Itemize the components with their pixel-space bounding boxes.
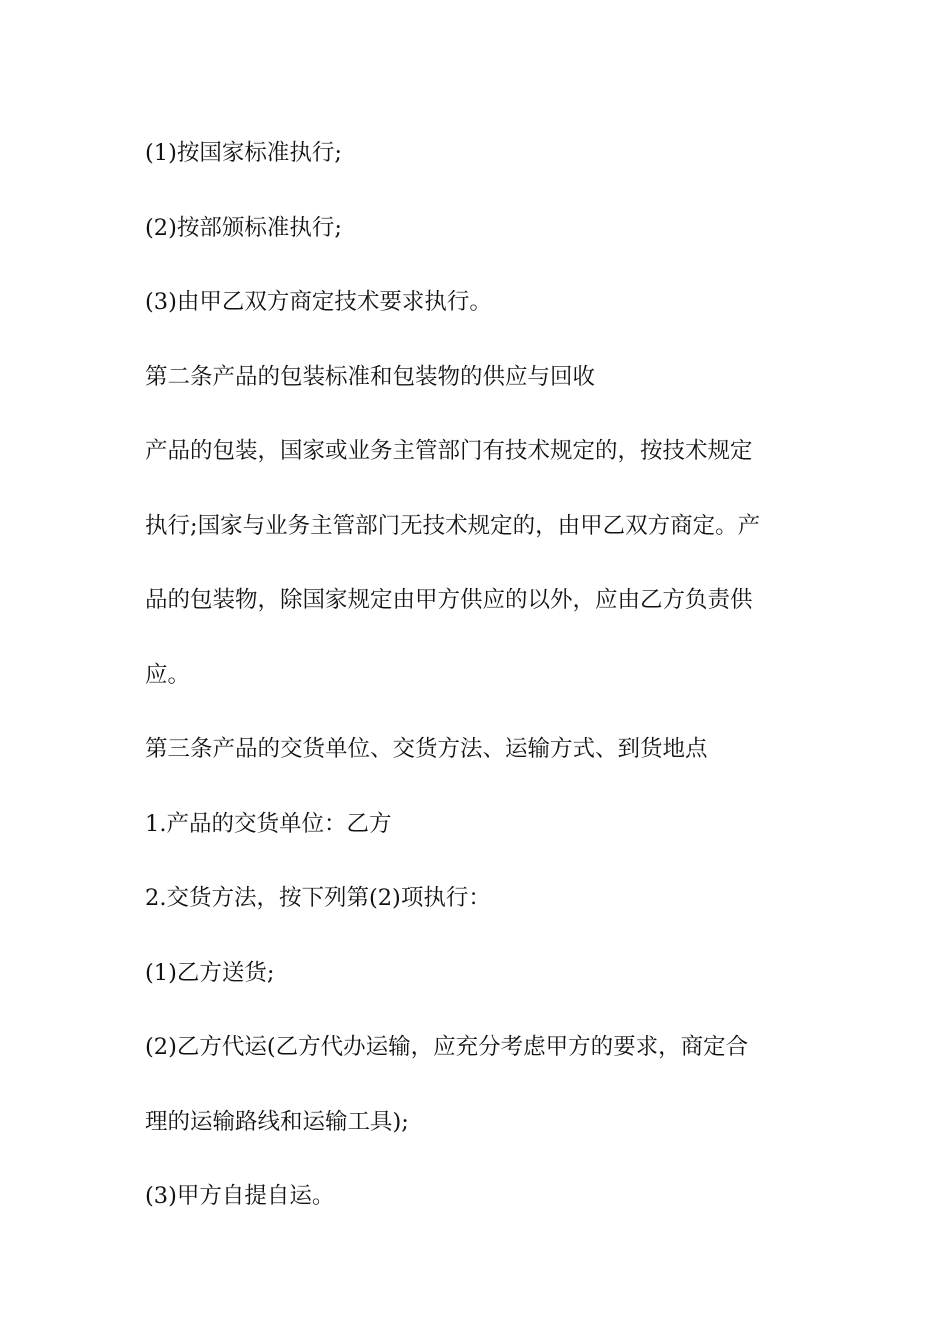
delivery-option-2-line-1: (2)乙方代运(乙方代办运输，应充分考虑甲方的要求，商定合 [145,1034,749,1060]
article-2-title: 第二条产品的包装标准和包装物的供应与回收 [145,363,596,390]
standard-option-2: (2)按部颁标准执行; [145,214,342,241]
standard-option-3: (3)由甲乙双方商定技术要求执行。 [145,289,492,315]
packaging-line-3: 品的包装物，除国家规定由甲方供应的以外，应由乙方负责供 [145,587,753,613]
delivery-unit-item: 1.产品的交货单位：乙方 [145,810,392,837]
delivery-option-3: (3)甲方自提自运。 [145,1183,335,1209]
standard-option-1: (1)按国家标准执行; [145,140,342,166]
packaging-line-2: 执行;国家与业务主管部门无技术规定的，由甲乙双方商定。产 [145,512,761,539]
packaging-paragraph [145,422,810,704]
delivery-method-item: 2.交货方法，按下列第(2)项执行： [145,885,491,911]
delivery-option-1: (1)乙方送货; [145,959,275,986]
delivery-option-2-line-2: 理的运输路线和运输工具); [145,1108,409,1135]
packaging-line-4: 应。 [145,661,191,688]
document-body [145,124,810,1225]
packaging-line-1: 产品的包装，国家或业务主管部门有技术规定的，按技术规定 [145,438,753,464]
article-3-title: 第三条产品的交货单位、交货方法、运输方式、到货地点 [145,736,708,762]
delivery-option-2 [145,1018,810,1151]
